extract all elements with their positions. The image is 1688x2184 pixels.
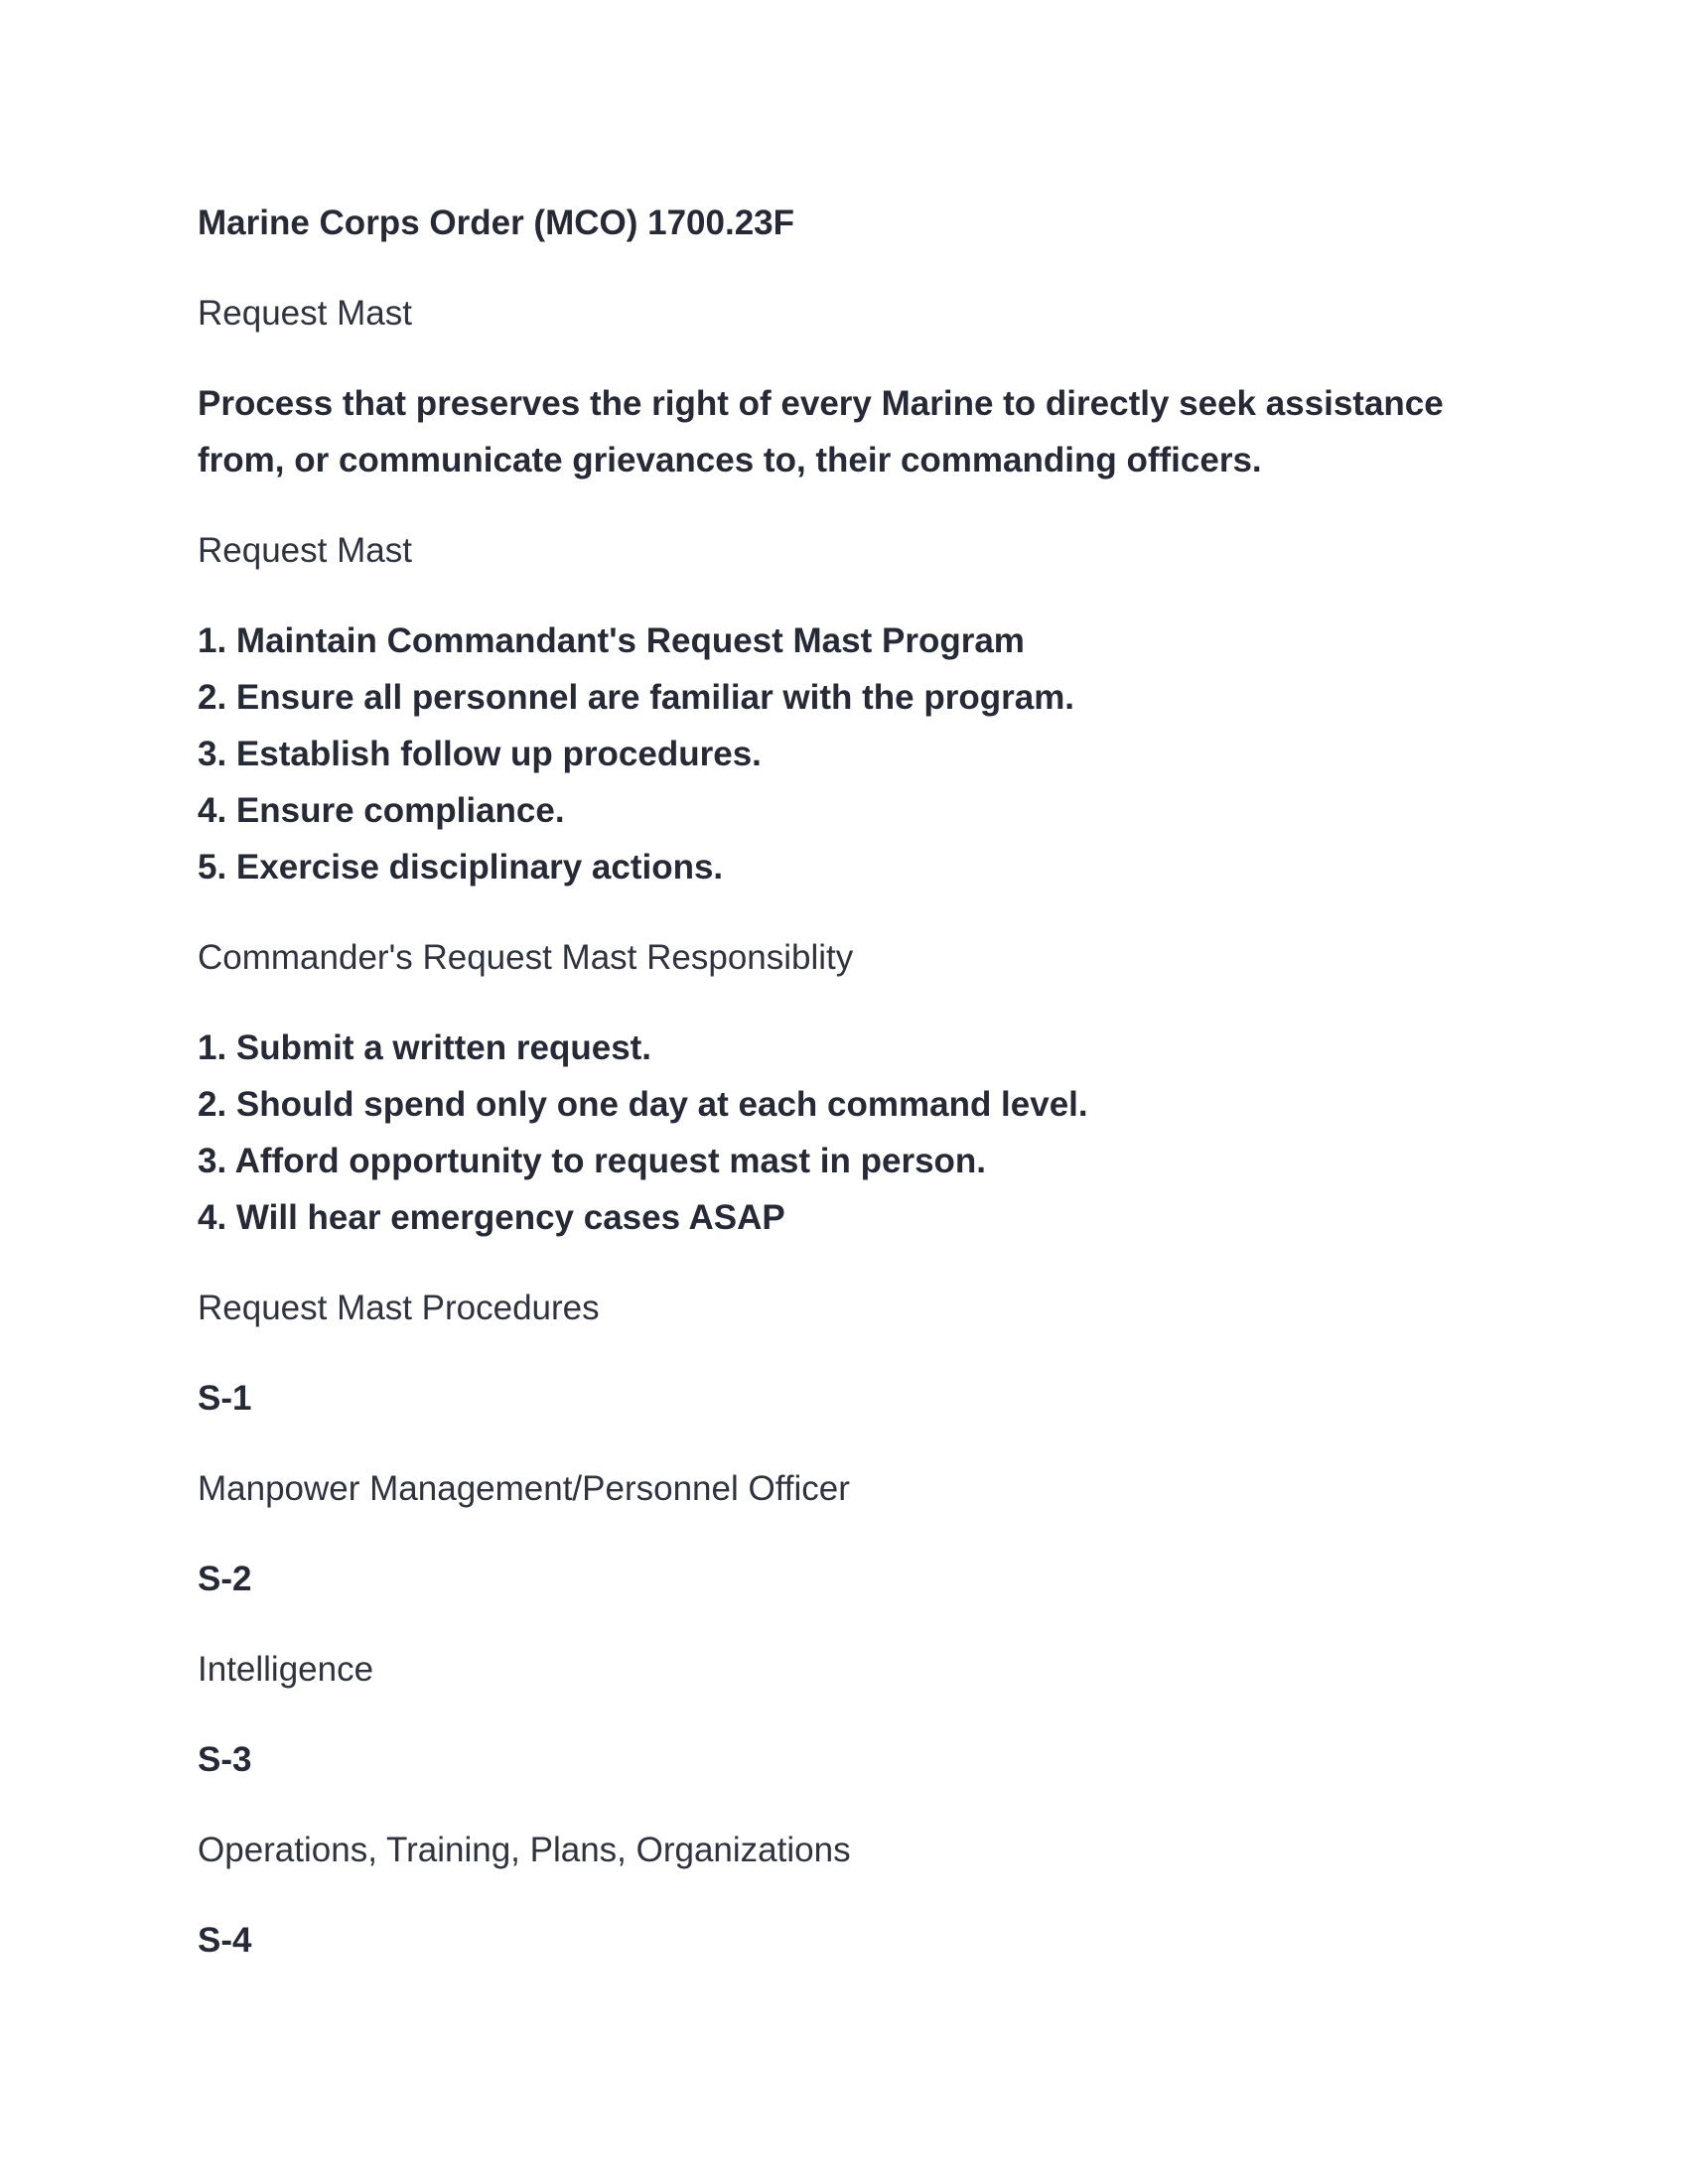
term-request-mast: Request Mast [198, 294, 412, 333]
definition-s4: S-4 [198, 1921, 252, 1960]
list-item: 1. Maintain Commandant's Request Mast Program [198, 621, 1025, 660]
term-commander-responsibility: Commander's Request Mast Responsiblity [198, 938, 854, 977]
term-request-mast-2: Request Mast [198, 531, 412, 570]
list-item: 4. Will hear emergency cases ASAP [198, 1198, 785, 1237]
list-item: 2. Ensure all personnel are familiar with the program. [198, 678, 1075, 717]
definition-request-mast: Process that preserves the right of every Marine to directly seek assistance from, or communicate grievances to, their commanding officers. [198, 384, 1444, 479]
term-request-mast-procedures: Request Mast Procedures [198, 1289, 600, 1327]
list-item: 3. Afford opportunity to request mast in person. [198, 1142, 987, 1180]
definition-s1: S-1 [198, 1379, 252, 1418]
definition-s3: S-3 [198, 1740, 252, 1779]
list-item: 3. Establish follow up procedures. [198, 735, 762, 773]
request-mast-list [198, 613, 1518, 895]
document-title: Marine Corps Order (MCO) 1700.23F [198, 204, 794, 242]
term-operations: Operations, Training, Plans, Organizations [198, 1831, 851, 1869]
term-intelligence: Intelligence [198, 1650, 374, 1689]
document-page [198, 195, 1518, 2002]
commander-responsibility-list [198, 1020, 1518, 1246]
list-item: 4. Ensure compliance. [198, 791, 565, 830]
list-item: 5. Exercise disciplinary actions. [198, 848, 724, 887]
term-manpower-management: Manpower Management/Personnel Officer [198, 1469, 850, 1508]
list-item: 1. Submit a written request. [198, 1028, 652, 1067]
definition-s2: S-2 [198, 1560, 252, 1598]
list-item: 2. Should spend only one day at each command level. [198, 1085, 1088, 1124]
